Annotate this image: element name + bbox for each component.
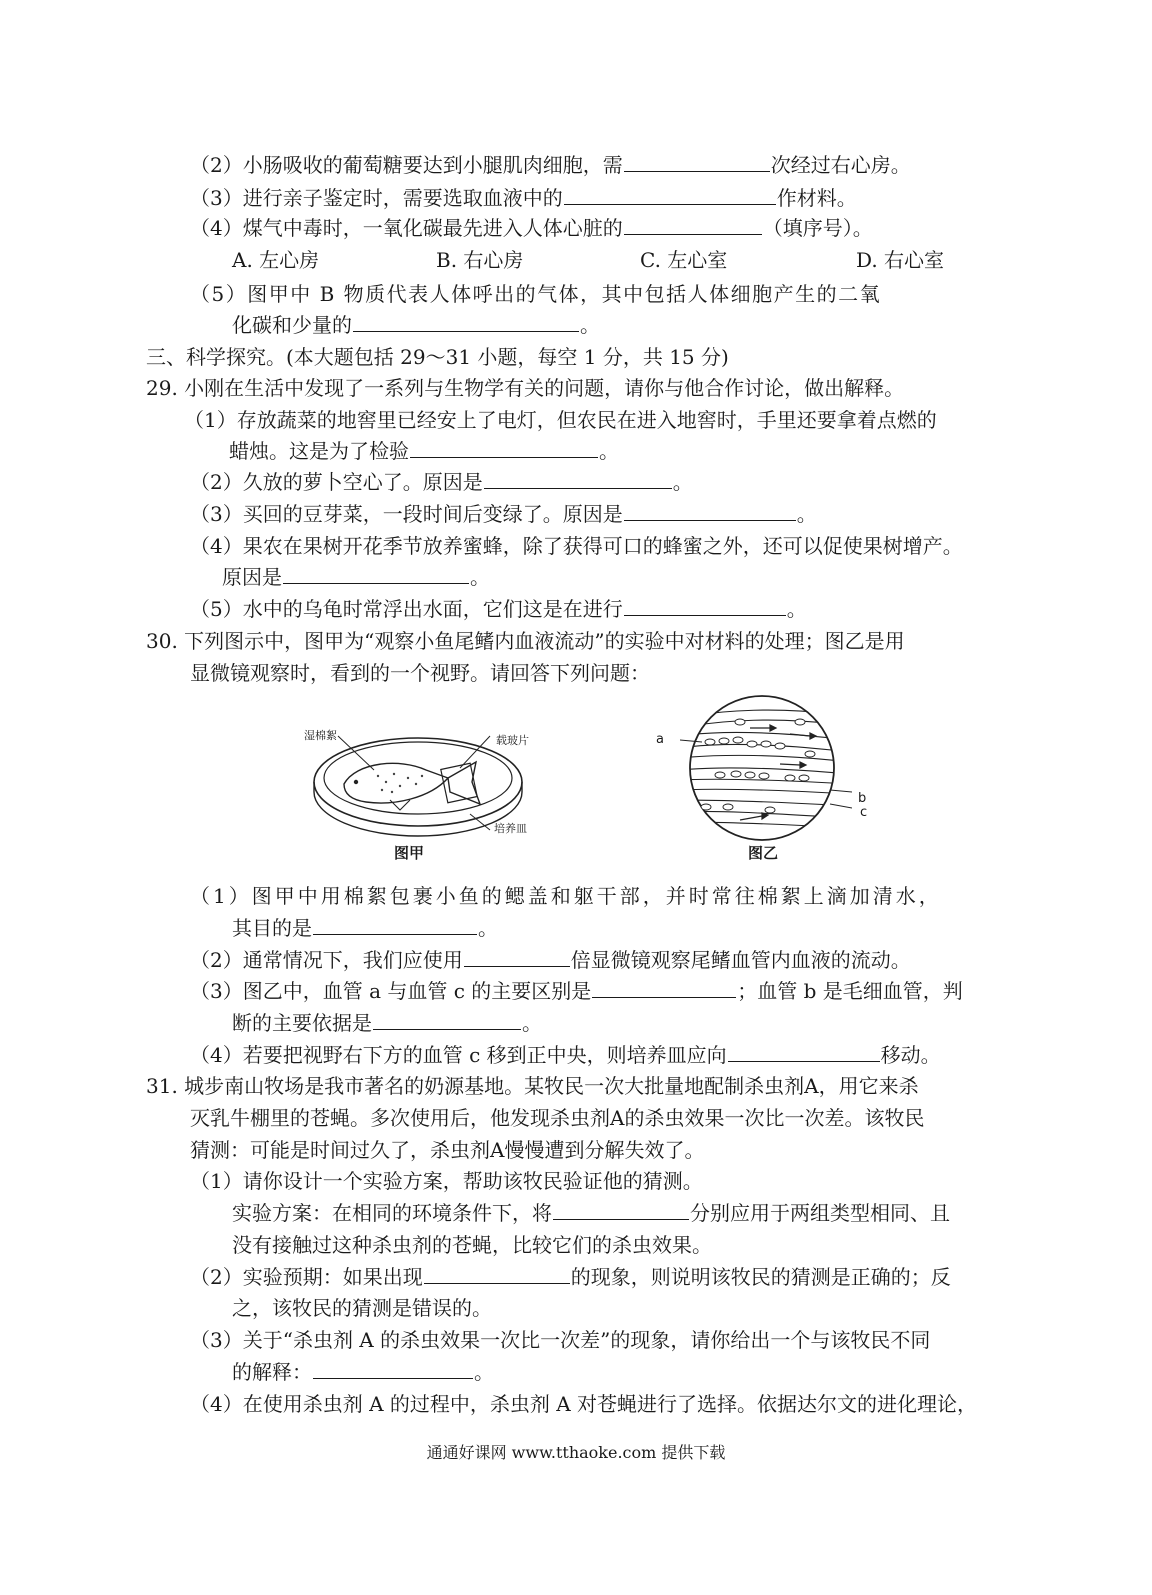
q29-item-1: （1）存放蔬菜的地窖里已经安上了电灯，但农民在进入地窖时，手里还要拿着点燃的 [184,408,937,432]
answer-blank[interactable] [410,437,598,458]
q30-item-2: （2）通常情况下，我们应使用 倍显微镜观察尾鳍血管内血液的流动。 [190,948,911,972]
answer-blank[interactable] [373,1009,521,1030]
q30-stem-2: 显微镜观察时，看到的一个视野。请回答下列问题： [190,661,650,685]
q30-stem-1: 30. 下列图示中，图甲为“观察小鱼尾鳍内血液流动”的实验中对材料的处理；图乙是用 [146,629,905,653]
q31-item-2-cont: 之，该牧民的猜测是错误的。 [232,1296,492,1320]
q30-item-4: （4）若要把视野右下方的血管 c 移到正中央，则培养皿应向 移动。 [190,1043,941,1067]
fish-drawing [344,762,480,810]
figure-a-caption: 图甲 [394,844,425,862]
q28-item-5: （5）图甲中 B 物质代表人体呼出的气体，其中包括人体细胞产生的二氧 [190,282,882,306]
q30-item-3: （3）图乙中，血管 a 与血管 c 的主要区别是 ；血管 b 是毛细血管，判 [190,979,963,1003]
label-petri-dish: 培养皿 [494,822,527,835]
label-wet-cotton: 湿棉絮 [304,729,337,742]
answer-blank[interactable] [464,946,570,967]
label-vessel-c: c [860,805,868,820]
q31-stem-2: 灭乳牛棚里的苍蝇。多次使用后，他发现杀虫剂A的杀虫效果一次比一次差。该牧民 [190,1106,925,1130]
answer-blank[interactable] [553,1199,689,1220]
answer-blank[interactable] [484,468,672,489]
answer-blank[interactable] [624,500,796,521]
q31-item-2: （2）实验预期：如果出现 的现象，则说明该牧民的猜测是正确的；反 [190,1265,951,1289]
q29-item-4: （4）果农在果树开花季节放养蜜蜂，除了获得可口的蜂蜜之外，还可以促使果树增产。 [190,534,963,558]
answer-blank[interactable] [424,1263,570,1284]
q28-item-3: （3）进行亲子鉴定时，需要选取血液中的 作材料。 [190,186,857,210]
q29-item-2: （2）久放的萝卜空心了。原因是 。 [190,470,693,494]
answer-blank[interactable] [624,595,786,616]
q28-option-b[interactable]: B. 右心房 [436,248,524,272]
microscope-field-figure [680,692,852,844]
q31-stem-3: 猜测：可能是时间过久了，杀虫剂A慢慢遭到分解失效了。 [190,1138,705,1162]
section-title: 三、科学探究。(本大题包括 29～31 小题，每空 1 分，共 15 分) [146,345,729,369]
q30-item-1: （1）图甲中用棉絮包裹小鱼的鳃盖和躯干部，并时常往棉絮上滴加清水， [190,884,942,908]
q31-item-1-plan: 实验方案：在相同的环境条件下，将 分别应用于两组类型相同、且 [232,1201,950,1225]
answer-blank[interactable] [353,311,579,332]
answer-blank[interactable] [624,214,762,235]
q29-stem: 29. 小刚在生活中发现了一系列与生物学有关的问题，请你与他合作讨论，做出解释。 [146,376,905,400]
q28-option-c[interactable]: C. 左心室 [640,248,728,272]
answer-blank[interactable] [728,1041,880,1062]
label-glass-slide: 载玻片 [496,734,529,747]
q30-item-3-cont: 断的主要依据是 。 [232,1011,542,1035]
answer-blank[interactable] [564,184,776,205]
label-vessel-a: a [656,732,664,747]
answer-blank[interactable] [313,914,477,935]
q31-item-3: （3）关于“杀虫剂 A 的杀虫效果一次比一次差”的现象，请你给出一个与该牧民不同 [190,1328,931,1352]
label-vessel-b: b [858,791,867,806]
q29-item-3: （3）买回的豆芽菜，一段时间后变绿了。原因是 。 [190,502,817,526]
q31-item-1: （1）请你设计一个实验方案，帮助该牧民验证他的猜测。 [190,1169,703,1193]
q31-item-4: （4）在使用杀虫剂 A 的过程中，杀虫剂 A 对苍蝇进行了选择。依据达尔文的进化理论， [190,1392,978,1416]
q28-item-2: （2）小肠吸收的葡萄糖要达到小腿肌肉细胞，需 次经过右心房。 [190,153,911,177]
q28-option-d[interactable]: D. 右心室 [856,248,945,272]
answer-blank[interactable] [624,151,770,172]
q31-stem-1: 31. 城步南山牧场是我市著名的奶源基地。某牧民一次大批量地配制杀虫剂A，用它来杀 [146,1074,919,1098]
answer-blank[interactable] [283,563,469,584]
figure-b-caption: 图乙 [748,844,779,862]
answer-blank[interactable] [592,977,736,998]
page-footer: 通通好课网 www.tthaoke.com 提供下载 [426,1443,726,1462]
q29-item-4-cont: 原因是 。 [222,565,490,589]
q29-item-1-cont: 蜡烛。这是为了检验 。 [229,439,619,463]
q28-item-5-cont: 化碳和少量的 。 [232,313,600,337]
q31-item-3-cont: 的解释： 。 [232,1360,494,1384]
q31-item-1-cont: 没有接触过这种杀虫剂的苍蝇，比较它们的杀虫效果。 [232,1233,712,1257]
answer-blank[interactable] [313,1358,473,1379]
q29-item-5: （5）水中的乌龟时常浮出水面，它们这是在进行 。 [190,597,807,621]
q28-item-4: （4）煤气中毒时，一氧化碳最先进入人体心脏的 （填序号）。 [190,216,873,240]
q30-item-1-cont: 其目的是 。 [232,916,498,940]
q28-option-a[interactable]: A. 左心房 [232,248,320,272]
